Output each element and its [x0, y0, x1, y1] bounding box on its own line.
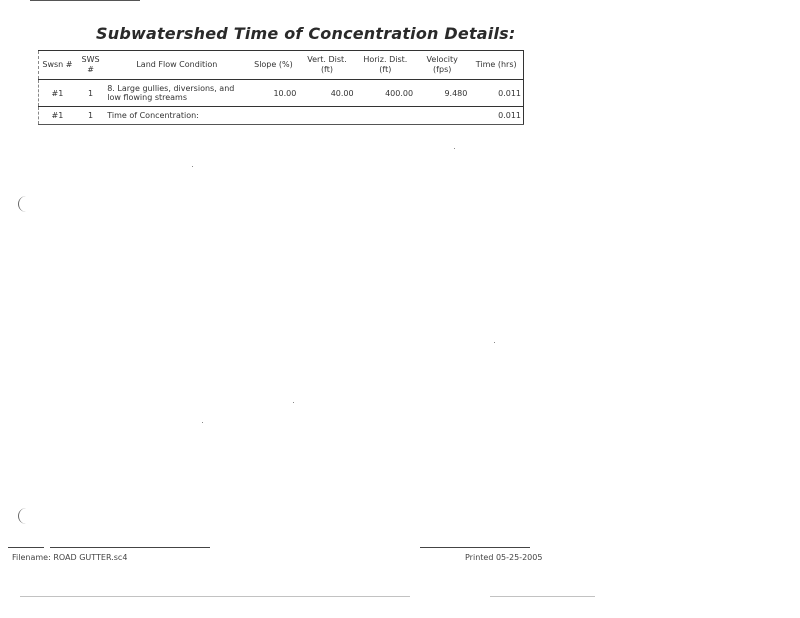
top-edge-rule [30, 0, 140, 1]
col-header-swsn: Swsn # [39, 51, 76, 80]
col-header-vert-dist: Vert. Dist. (ft) [298, 51, 355, 80]
scan-speck [454, 148, 455, 149]
total-swsn: #1 [39, 107, 76, 125]
scan-speck [293, 402, 294, 403]
footer-rule-left-b [50, 547, 210, 548]
col-header-land-flow: Land Flow Condition [105, 51, 248, 80]
col-header-velocity: Velocity (fps) [415, 51, 469, 80]
footer-printed-date: Printed 05-25-2005 [465, 553, 543, 562]
scan-speck [192, 166, 193, 167]
total-label: Time of Concentration: [105, 107, 469, 125]
table-row [39, 80, 524, 107]
total-row [39, 107, 524, 125]
cell-land-flow: 8. Large gullies, diversions, and low flowing streams [105, 80, 248, 107]
cell-swsn: #1 [39, 80, 76, 107]
footer-filename: Filename: ROAD GUTTER.sc4 [12, 553, 128, 562]
footer-rule-left-a [8, 547, 44, 548]
cell-sws: 1 [76, 80, 105, 107]
total-sws: 1 [76, 107, 105, 125]
scan-speck [494, 342, 495, 343]
col-header-horiz-dist: Horiz. Dist. (ft) [356, 51, 415, 80]
table-header-row [39, 51, 524, 80]
page-title: Subwatershed Time of Concentration Details: [96, 24, 516, 43]
col-header-sws: SWS # [76, 51, 105, 80]
col-header-slope: Slope (%) [248, 51, 298, 80]
scan-speck [202, 422, 203, 423]
binding-mark-upper [18, 196, 29, 212]
scan-line-bottom-right [490, 596, 595, 597]
cell-vert-dist: 40.00 [298, 80, 355, 107]
footer-rule-right [420, 547, 530, 548]
cell-velocity: 9.480 [415, 80, 469, 107]
total-time: 0.011 [469, 107, 523, 125]
cell-time: 0.011 [469, 80, 523, 107]
time-of-concentration-table [38, 50, 524, 125]
scan-line-bottom-left [20, 596, 410, 597]
cell-horiz-dist: 400.00 [356, 80, 415, 107]
cell-slope: 10.00 [248, 80, 298, 107]
col-header-time: Time (hrs) [469, 51, 523, 80]
binding-mark-lower [18, 508, 29, 524]
